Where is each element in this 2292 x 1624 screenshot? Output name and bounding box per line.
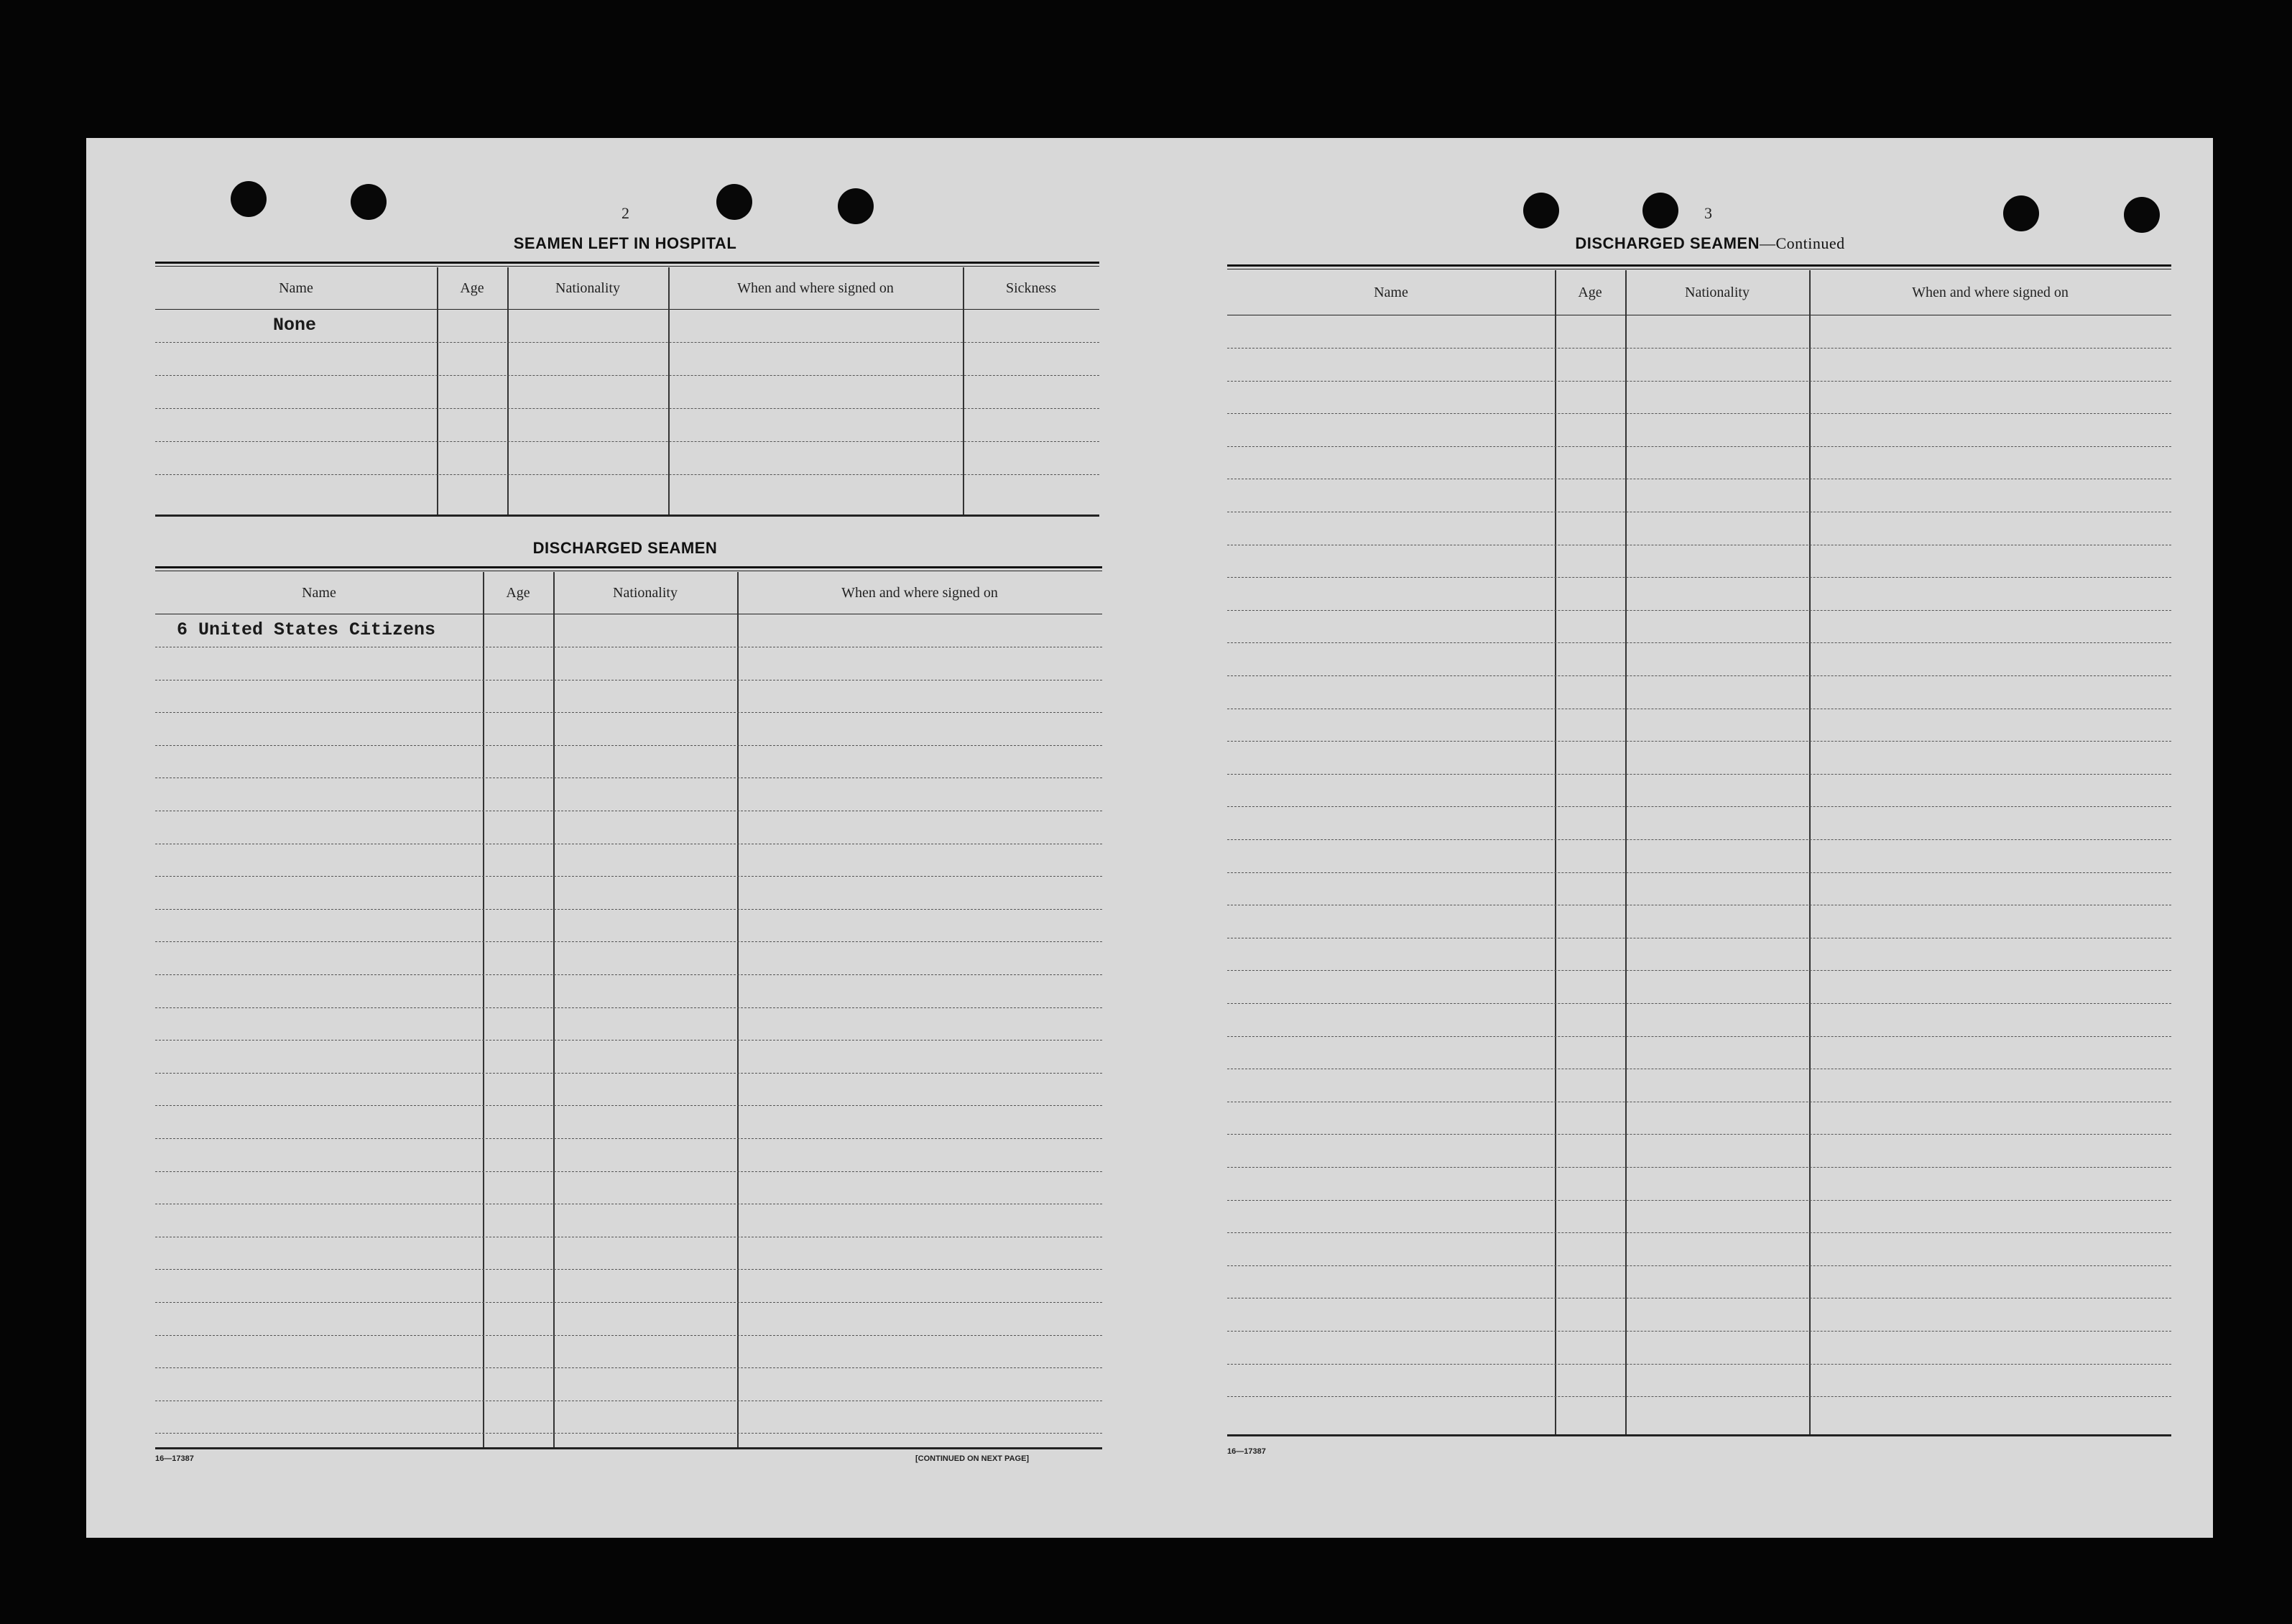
row-line: [155, 1007, 1102, 1008]
punch-hole: [231, 181, 267, 217]
hospital-top-rule: [155, 262, 1099, 264]
row-line: [1227, 1364, 2171, 1365]
col-header-age: Age: [1578, 284, 1602, 300]
row-line: [155, 1040, 1102, 1041]
row-line: [1227, 741, 2171, 742]
row-line: [1227, 1331, 2171, 1332]
row-line: [155, 909, 1102, 910]
row-line: [1227, 577, 2171, 578]
discharged-table-header: [155, 572, 1102, 614]
top-rule: [1227, 264, 2171, 267]
col-header-name: Name: [1374, 284, 1408, 300]
document-sheet: [86, 138, 2213, 1538]
row-line: [1227, 610, 2171, 611]
hospital-table: [155, 267, 1099, 516]
discharged-top-rule: [155, 566, 1102, 568]
discharged-table: [155, 572, 1102, 1449]
row-line: [1227, 675, 2171, 676]
row-line: [1227, 446, 2171, 447]
row-line: [1227, 413, 2171, 414]
row-line: [155, 745, 1102, 746]
row-line: [155, 1367, 1102, 1368]
row-line: [155, 474, 1099, 475]
col-divider: [1809, 270, 1811, 1436]
row-line: [1227, 970, 2171, 971]
row-line: [155, 342, 1099, 343]
punch-hole: [2124, 197, 2160, 233]
col-header-age: Age: [460, 280, 484, 296]
col-divider: [437, 267, 438, 516]
row-line: [1227, 1167, 2171, 1168]
row-line: [155, 1138, 1102, 1139]
continued-note: [CONTINUED ON NEXT PAGE]: [915, 1454, 1030, 1463]
form-number: 16—17387: [155, 1454, 194, 1463]
title-main: DISCHARGED SEAMEN: [1575, 234, 1760, 252]
row-line: [1227, 1265, 2171, 1266]
row-line: [1227, 1200, 2171, 1201]
page-number: 3: [1704, 204, 1712, 222]
table-bottom-rule: [155, 1447, 1102, 1449]
row-line: [155, 1335, 1102, 1336]
row-line: [155, 1269, 1102, 1270]
punch-hole: [1523, 193, 1559, 229]
row-line: [1227, 348, 2171, 349]
col-header-signed-on: When and where signed on: [737, 280, 894, 296]
col-divider: [963, 267, 964, 516]
punch-hole: [716, 184, 752, 220]
table-bottom-rule: [155, 515, 1099, 517]
row-line: [155, 876, 1102, 877]
discharged-title: DISCHARGED SEAMEN: [532, 539, 718, 557]
row-line: [1227, 1036, 2171, 1037]
punch-hole: [2003, 195, 2039, 231]
title-suffix: —Continued: [1759, 234, 1845, 252]
row-line: [1227, 806, 2171, 807]
col-divider: [507, 267, 509, 516]
row-line: [155, 1105, 1102, 1106]
col-divider: [668, 267, 670, 516]
row-line: [1227, 774, 2171, 775]
col-divider: [737, 572, 739, 1449]
row-line: [1227, 1232, 2171, 1233]
row-line: [155, 1433, 1102, 1434]
row-line: [1227, 872, 2171, 873]
col-divider: [1625, 270, 1627, 1436]
table-header: [1227, 270, 2171, 315]
row-line: [155, 408, 1099, 409]
hospital-table-header: [155, 267, 1099, 310]
col-divider: [553, 572, 555, 1449]
punch-hole: [351, 184, 387, 220]
row-line: [155, 1171, 1102, 1172]
col-header-sickness: Sickness: [1006, 280, 1056, 296]
discharged-continued-title: [1221, 234, 2199, 253]
page-number: 2: [621, 204, 629, 222]
col-header-name: Name: [302, 584, 336, 601]
row-line: [155, 974, 1102, 975]
row-line: [155, 441, 1099, 442]
row-line: [155, 941, 1102, 942]
hospital-title: SEAMEN LEFT IN HOSPITAL: [513, 234, 737, 252]
row-line: [155, 375, 1099, 376]
punch-hole: [1642, 193, 1678, 229]
col-header-signed-on: When and where signed on: [1912, 284, 2069, 300]
row-line: [1227, 1003, 2171, 1004]
row-line: [1227, 1134, 2171, 1135]
hospital-top-rule-2: [155, 266, 1099, 267]
col-header-age: Age: [506, 584, 530, 601]
row-line: [155, 1302, 1102, 1303]
col-header-nationality: Nationality: [1685, 284, 1750, 300]
hospital-entry: None: [273, 315, 317, 336]
col-divider: [1555, 270, 1556, 1436]
col-header-signed-on: When and where signed on: [841, 584, 998, 601]
left-page: [86, 138, 1164, 1538]
row-line: [1227, 839, 2171, 840]
col-divider: [483, 572, 484, 1449]
col-header-name: Name: [279, 280, 313, 296]
table-bottom-rule: [1227, 1434, 2171, 1436]
row-line: [155, 1073, 1102, 1074]
row-line: [155, 712, 1102, 713]
right-page: [1164, 138, 2213, 1538]
form-number: 16—17387: [1227, 1447, 1266, 1456]
row-line: [1227, 642, 2171, 643]
col-header-nationality: Nationality: [613, 584, 678, 601]
row-line: [1227, 381, 2171, 382]
row-line: [1227, 1396, 2171, 1397]
punch-hole: [838, 188, 874, 224]
discharged-entry: 6 United States Citizens: [177, 619, 436, 640]
discharged-continued-table: [1227, 270, 2171, 1436]
col-header-nationality: Nationality: [555, 280, 620, 296]
